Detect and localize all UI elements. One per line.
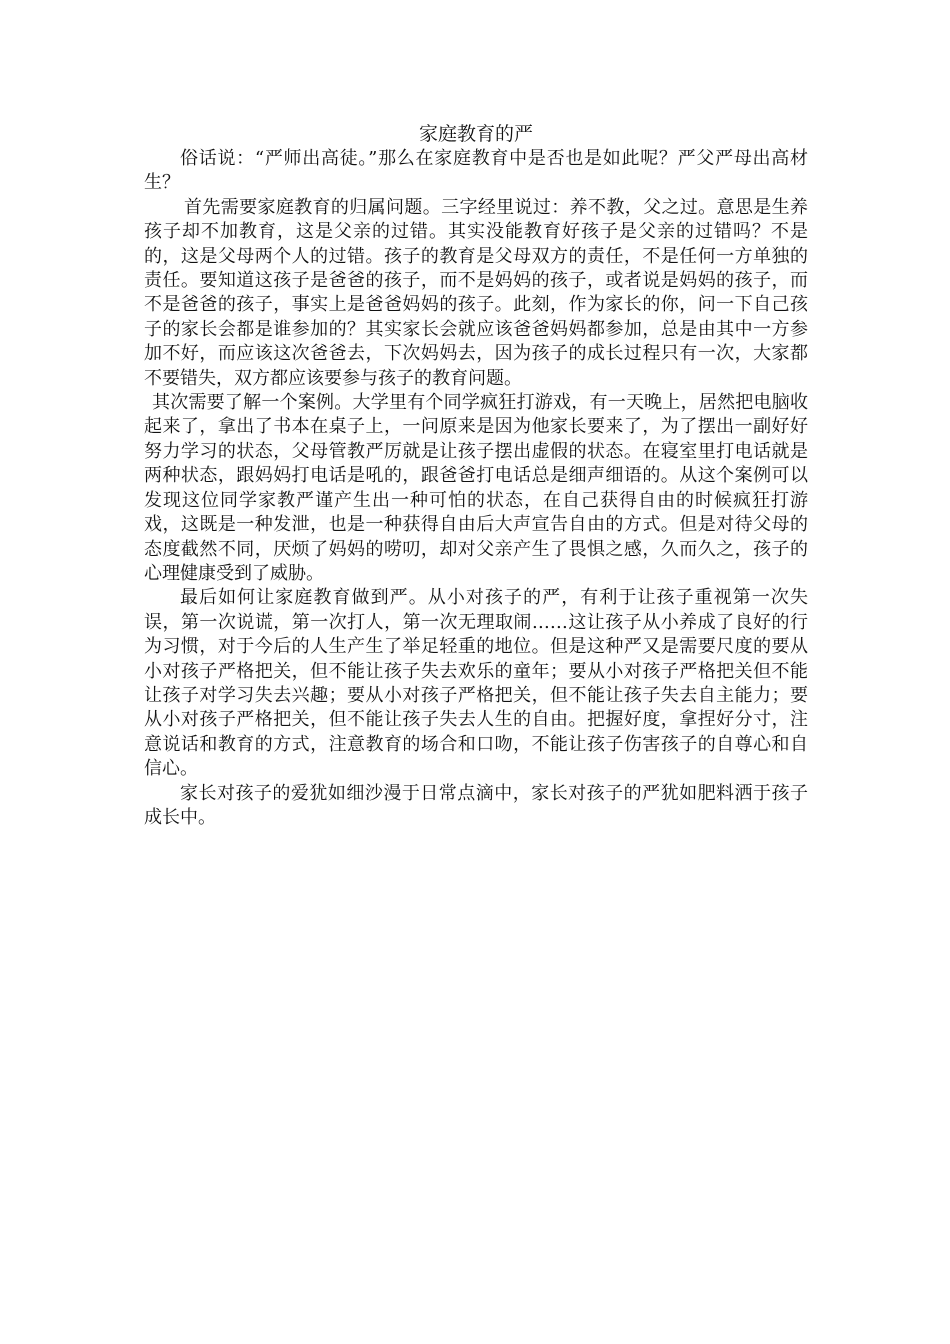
paragraph-how-to-be-strict: 最后如何让家庭教育做到严。从小对孩子的严，有利于让孩子重视第一次失误，第一次说谎，第一次打人，第一次无理取闹……这让孩子从小养成了良好的行为习惯，对于今后的人生产生了举足轻重的地位。但是这种严又是需要尺度的要从小对孩子严格把关，但不能让孩子失去欢乐的童年；要从小对孩子严格把关但不能让孩子对学习失去兴趣；要从小对孩子严格把关，但不能让孩子失去自主能力；要从小对孩子严格把关，但不能让孩子失去人生的自由。把握好度，拿捏好分寸，注意说话和教育的方式，注意教育的场合和口吻，不能让孩子伤害孩子的自尊心和自信心。 xyxy=(144,587,808,780)
paragraph-intro: 俗话说：“严师出高徒。”那么在家庭教育中是否也是如此呢？严父严母出高材生？ xyxy=(144,148,808,194)
document-title: 家庭教育的严 xyxy=(418,123,533,145)
paragraph-case-study: 其次需要了解一个案例。大学里有个同学疯狂打游戏，有一天晚上，居然把电脑收起来了，拿出了书本在桌子上，一问原来是因为他家长要来了，为了摆出一副好好努力学习的状态，父母管教严厉就是让孩子摆出虚假的状态。在寝室里打电话就是两种状态，跟妈妈打电话是吼的，跟爸爸打电话总是细声细语的。从这个案例可以发现这位同学家教严谨产生出一种可怕的状态，在自己获得自由的时候疯狂打游戏，这既是一种发泄，也是一种获得自由后大声宣告自由的方式。但是对待父母的态度截然不同，厌烦了妈妈的唠叨，却对父亲产生了畏惧之感，久而久之，孩子的心理健康受到了威胁。 xyxy=(144,392,808,584)
paragraph-responsibility: 首先需要家庭教育的归属问题。三字经里说过：养不教，父之过。意思是生养孩子却不加教育，这是父亲的过错。其实没能教育好孩子是父亲的过错吗？不是的，这是父母两个人的过错。孩子的教育是父母双方的责任，不是任何一方单独的责任。要知道这孩子是爸爸的孩子，而不是妈妈的孩子，或者说是妈妈的孩子，而不是爸爸的孩子，事实上是爸爸妈妈的孩子。此刻，作为家长的你，问一下自己孩子的家长会都是谁参加的？其实家长会就应该爸爸妈妈都参加，总是由其中一方参加不好，而应该这次爸爸去，下次妈妈去，因为孩子的成长过程只有一次，大家都不要错失，双方都应该要参与孩子的教育问题。 xyxy=(144,196,808,389)
document-body xyxy=(144,121,808,830)
paragraph-conclusion: 家长对孩子的爱犹如细沙漫于日常点滴中，家长对孩子的严犹如肥料洒于孩子成长中。 xyxy=(144,782,808,828)
